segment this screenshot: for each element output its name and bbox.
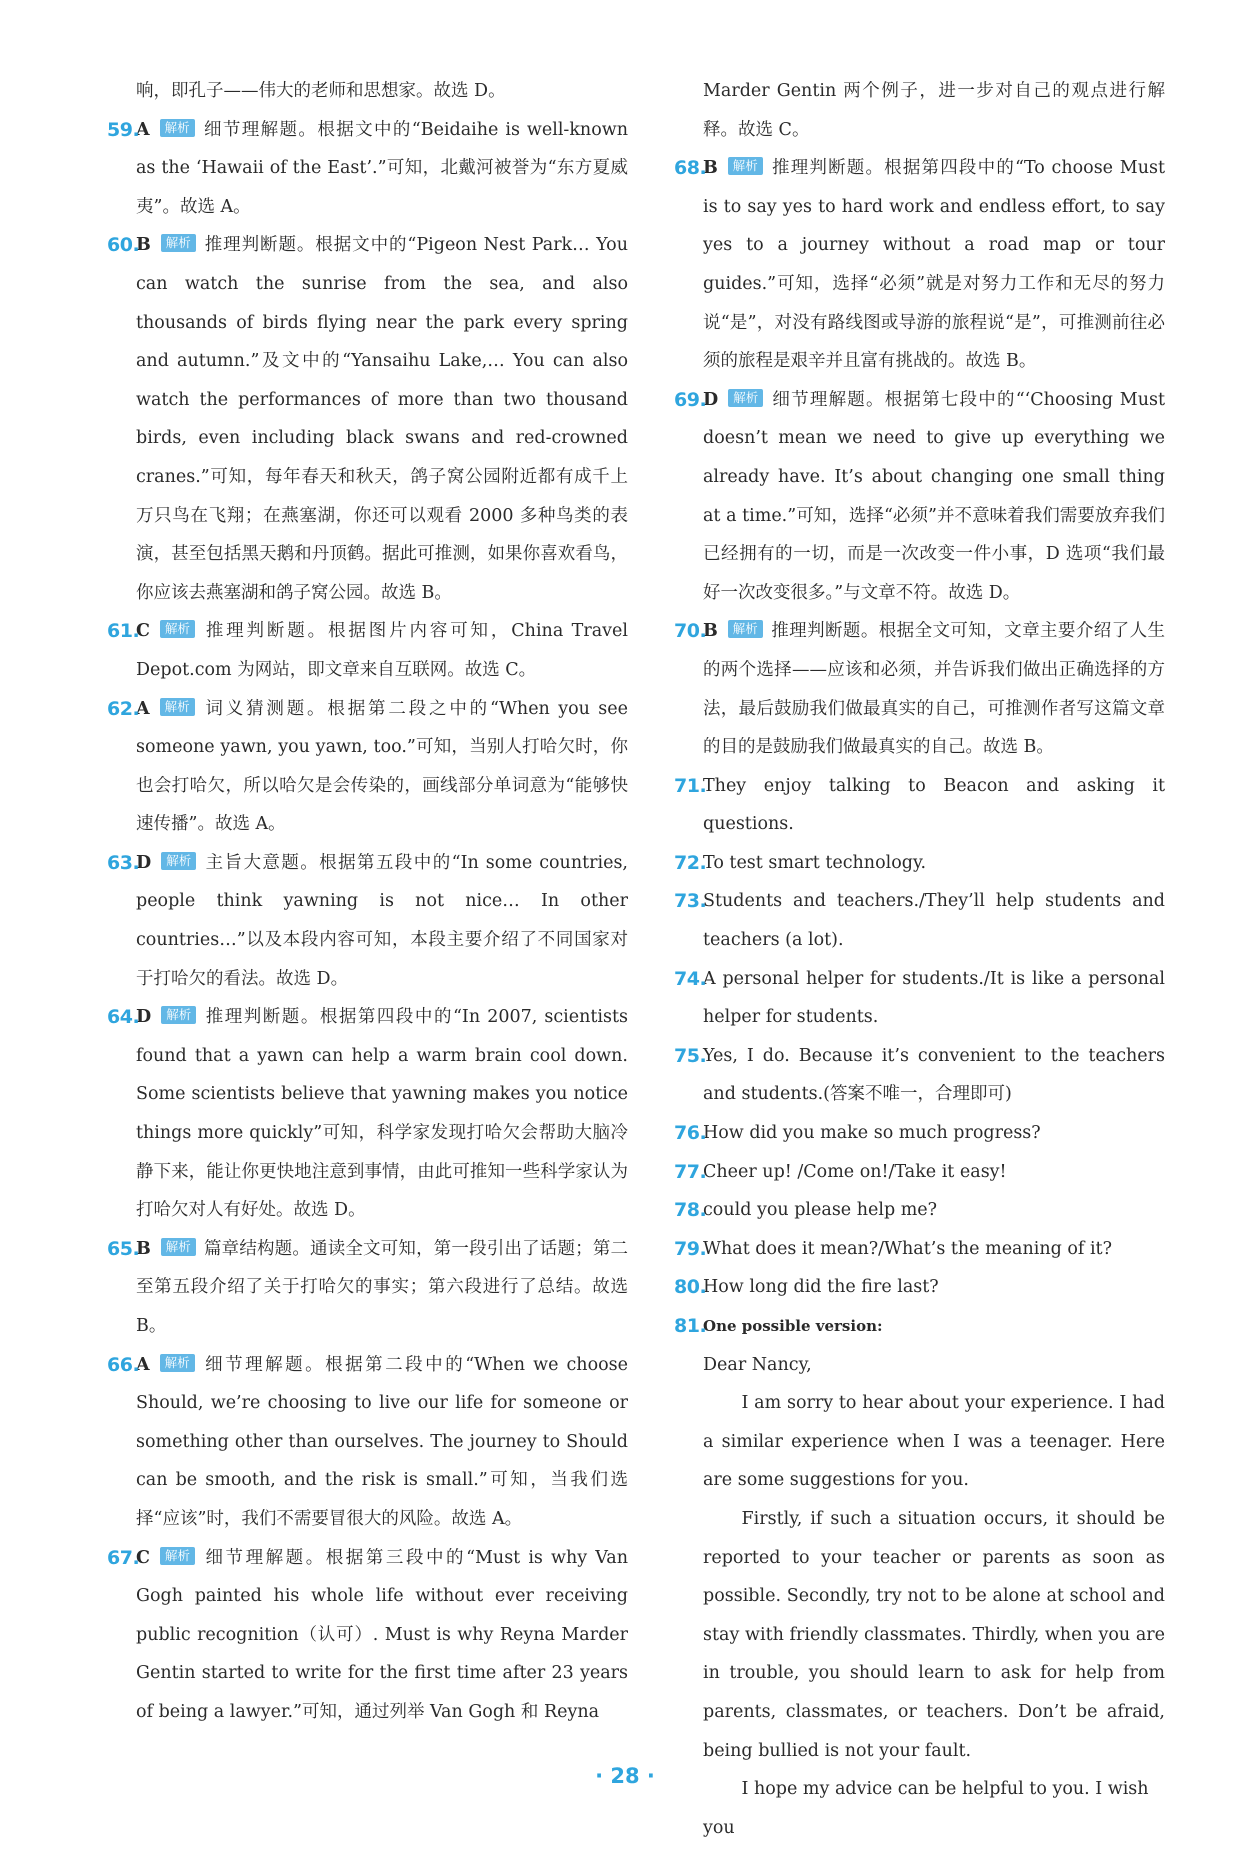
answer-text: How did you make so much progress? (703, 1123, 1041, 1144)
answer-item-68 (675, 149, 1165, 381)
essay-label: One possible version: (703, 1317, 883, 1335)
explanation-text: 细节理解题。根据第二段中的“When we choose Should, we’re choosing to live our life for someone or something other than ourselves. The journey to Should can be smooth, and the risk is small.”可知，当我们选择“应该”时，我们不需要冒很大的风险。故选 A。 (136, 1354, 628, 1529)
answer-letter: A (136, 119, 150, 140)
left-column (108, 72, 628, 1732)
answer-item-75 (675, 1037, 1165, 1114)
continued-text: Marder Gentin 两个例子，进一步对自己的观点进行解释。故选 C。 (703, 81, 1165, 140)
answer-item-76 (675, 1114, 1165, 1153)
question-number: 74. (674, 967, 707, 990)
letter-greeting: Dear Nancy, (703, 1354, 812, 1375)
question-number: 62. (107, 697, 140, 720)
explanation-text: 推理判断题。根据全文可知，文章主要介绍了人生的两个选择——应该和必须，并告诉我们做出正确选择的方法，最后鼓励我们做最真实的自己，可推测作者写这篇文章的目的是鼓励我们做最真实的自己。故选 B。 (703, 621, 1165, 758)
answer-letter: B (703, 621, 718, 642)
question-number: 61. (107, 620, 140, 643)
answer-letter: D (136, 852, 152, 873)
answer-item-67 (108, 1539, 628, 1732)
answer-item-81 (675, 1307, 1165, 1346)
explanation-text: 词义猜测题。根据第二段之中的“When you see someone yawn, you yawn, too.”可知，当别人打哈欠时，你也会打哈欠，所以哈欠是会传染的，画线部分单词意为“能够快速传播”。故选 A。 (136, 698, 628, 835)
answer-text: A personal helper for students./It is like a personal helper for students. (703, 968, 1165, 1028)
answer-item-59 (108, 111, 628, 227)
question-number: 75. (674, 1044, 707, 1067)
answer-item-62 (108, 690, 628, 844)
analysis-tag: 解析 (160, 119, 195, 137)
question-number: 77. (674, 1160, 707, 1183)
answer-text: How long did the fire last? (703, 1277, 939, 1298)
explanation-text: 细节理解题。根据文中的“Beidaihe is well-known as the ‘Hawaii of the East’.”可知，北戴河被誉为“东方夏威夷”。故选 A。 (136, 119, 628, 217)
question-number: 59. (107, 118, 140, 141)
right-column (675, 72, 1165, 1847)
answer-letter: A (136, 698, 150, 719)
letter-paragraph-2: Firstly, if such a situation occurs, it should be reported to your teacher or parents as soon as possible. Secondly, try not to be alone at school and stay with friendly classmates. Thirdly, when you are in trouble, you should learn to ask for help from parents, classmates, or teachers. Don’t be afraid, being bullied is not your fault. (703, 1508, 1165, 1761)
answer-text: What does it mean?/What’s the meaning of it? (703, 1238, 1112, 1259)
answer-text: Cheer up! /Come on!/Take it easy! (703, 1161, 1007, 1182)
question-number: 63. (107, 851, 140, 874)
explanation-text: 细节理解题。根据第三段中的“Must is why Van Gogh painted his whole life without ever receiving public recognition（认可）. Must is why Reyna Marder Gentin started to write for the first time after 23 years of being a lawyer.”可知，通过列举 Van Gogh 和 Reyna (136, 1547, 628, 1722)
analysis-tag: 解析 (728, 389, 763, 407)
answer-item-70 (675, 612, 1165, 766)
question-number: 76. (674, 1122, 707, 1145)
explanation-text: 篇章结构题。通读全文可知，第一段引出了话题；第二至第五段介绍了关于打哈欠的事实；第六段进行了总结。故选 B。 (136, 1238, 628, 1336)
analysis-tag: 解析 (160, 698, 195, 716)
answer-item-79 (675, 1230, 1165, 1269)
explanation-text: 推理判断题。根据文中的“Pigeon Nest Park… You can watch the sunrise from the sea, and also thousands of birds flying near the park every spring and autumn.”及文中的“Yansaihu Lake,… You can also watch the performances of more than two thousand birds, even including black swans and red-crowned cranes.”可知，每年春天和秋天，鸽子窝公园附近都有成千上万只鸟在飞翔；在燕塞湖，你还可以观看 2000 多种鸟类的表演，甚至包括黑天鹅和丹顶鹤。据此可推测，如果你喜欢看鸟，你应该去燕塞湖和鸽子窝公园。故选 B。 (136, 235, 628, 603)
answer-letter: B (136, 1238, 151, 1259)
answer-item-61 (108, 612, 628, 689)
question-number: 66. (107, 1353, 140, 1376)
question-number: 72. (674, 851, 707, 874)
answer-item-74 (675, 960, 1165, 1037)
answer-text: could you please help me? (703, 1200, 938, 1221)
analysis-tag: 解析 (160, 1547, 195, 1565)
question-number: 78. (674, 1199, 707, 1222)
analysis-tag: 解析 (728, 620, 763, 638)
letter-paragraph-3: I hope my advice can be helpful to you. I wish you (703, 1779, 1149, 1838)
answer-item-63 (108, 844, 628, 998)
answer-item-65 (108, 1230, 628, 1346)
analysis-tag: 解析 (161, 234, 196, 252)
answer-item-77 (675, 1153, 1165, 1192)
question-number: 71. (674, 774, 707, 797)
answer-text: Yes, I do. Because it’s convenient to the teachers and students.(答案不唯一，合理即可) (703, 1045, 1165, 1105)
answer-item-71 (675, 767, 1165, 844)
question-number: 67. (107, 1546, 140, 1569)
answer-item-78 (675, 1191, 1165, 1230)
explanation-text: 推理判断题。根据第四段中的“To choose Must is to say yes to hard work and endless effort, to say yes to a journey without a road map or tour guides.”可知，选择“必须”就是对努力工作和无尽的努力说“是”，对没有路线图或导游的旅程说“是”，可推测前往必须的旅程是艰辛并且富有挑战的。故选 B。 (703, 158, 1165, 372)
continued-text: 响，即孔子——伟大的老师和思想家。故选 D。 (136, 81, 506, 101)
answer-item-73 (675, 882, 1165, 959)
question-number: 73. (674, 890, 707, 913)
explanation-text: 细节理解题。根据第七段中的“‘Choosing Must doesn’t mean we need to give up everything we already have. It’s about changing one small thing at a time.”可知，选择“必须”并不意味着我们需要放弃我们已经拥有的一切，而是一次改变一件小事，D 选项“我们最好一次改变很多。”与文章不符。故选 D。 (703, 389, 1165, 603)
explanation-text: 主旨大意题。根据第五段中的“In some countries, people think yawning is not nice… In other countries…”以及本段内容可知，本段主要介绍了不同国家对于打哈欠的看法。故选 D。 (136, 852, 628, 989)
question-number: 64. (107, 1006, 140, 1029)
question-number: 60. (107, 234, 140, 257)
page-number: · 28 · (595, 1764, 655, 1788)
analysis-tag: 解析 (161, 1006, 196, 1024)
question-number: 70. (674, 620, 707, 643)
answer-item-66 (108, 1346, 628, 1539)
answer-letter: C (136, 1547, 150, 1568)
answer-letter: C (136, 621, 150, 642)
answer-letter: A (136, 1354, 150, 1375)
question-number: 65. (107, 1237, 140, 1260)
analysis-tag: 解析 (160, 620, 195, 638)
analysis-tag: 解析 (728, 157, 763, 175)
analysis-tag: 解析 (161, 1238, 196, 1256)
question-number: 68. (674, 157, 707, 180)
answer-letter: D (136, 1007, 152, 1028)
explanation-text: 推理判断题。根据第四段中的“In 2007, scientists found that a yawn can help a warm brain cool down. Some scientists believe that yawning makes you notice things more quickly”可知，科学家发现打哈欠会帮助大脑冷静下来，能让你更快地注意到事情，由此可推知一些科学家认为打哈欠对人有好处。故选 D。 (136, 1007, 628, 1221)
answer-letter: B (136, 235, 151, 256)
letter-paragraph-1: I am sorry to hear about your experience. I had a similar experience when I was a teenager. Here are some suggestions for you. (703, 1393, 1165, 1491)
question-number: 69. (674, 388, 707, 411)
answer-item-60 (108, 226, 628, 612)
answer-item-72 (675, 844, 1165, 883)
question-number: 81. (674, 1315, 707, 1337)
answer-letter: B (703, 158, 718, 179)
question-number: 79. (674, 1237, 707, 1260)
answer-letter: D (703, 389, 719, 410)
answer-item-69 (675, 381, 1165, 613)
analysis-tag: 解析 (161, 852, 196, 870)
answer-item-80 (675, 1268, 1165, 1307)
answer-text: To test smart technology. (703, 852, 927, 873)
answer-item-64 (108, 998, 628, 1230)
answer-text: Students and teachers./They’ll help students and teachers (a lot). (703, 891, 1165, 951)
explanation-text: 推理判断题。根据图片内容可知，China Travel Depot.com 为网站，即文章来自互联网。故选 C。 (136, 621, 628, 680)
answer-text: They enjoy talking to Beacon and asking it questions. (703, 775, 1165, 835)
question-number: 80. (674, 1276, 707, 1299)
analysis-tag: 解析 (160, 1354, 195, 1372)
